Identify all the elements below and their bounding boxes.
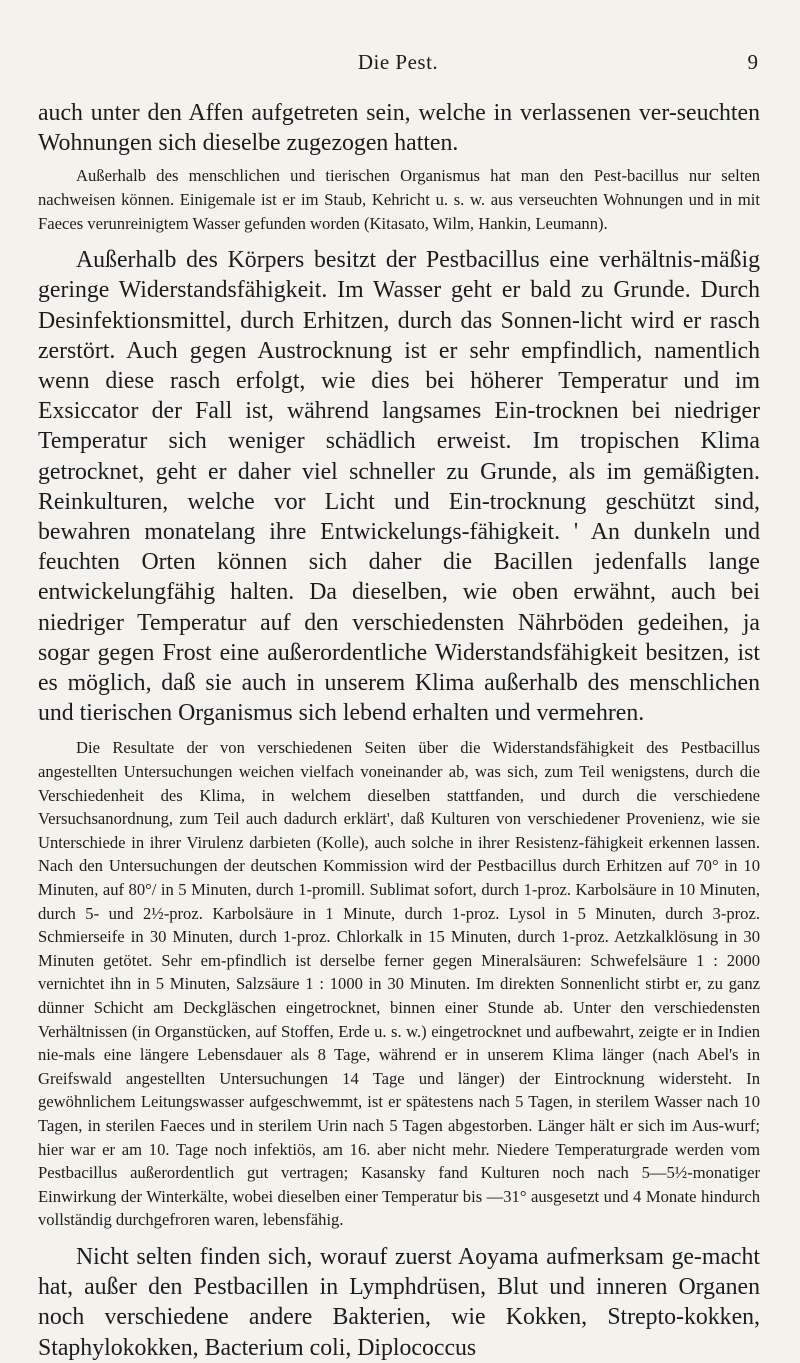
paragraph-small-print-experiments: Die Resultate der von verschiedenen Seiten über die Widerstandsfähigkeit des Pestbacillus angestellten Untersuchungen weichen vielfach voneinander ab, was sich, zum Teil wenigstens, durch die Verschiedenheit des Klima, in welchem dieselben stattfanden, und durch die verschiedene Versuchsanordnung, zum Teil auch dadurch erklärt', daß Kulturen von verschiedener Provenienz, wie sie Unterschiede in ihrer Virulenz darbieten (Kolle), auch solche in ihrer Resistenz-fähigkeit erkennen lassen. Nach den Untersuchungen der deutschen Kommission wird der Pestbacillus durch Erhitzen auf 70° in 10 Minuten, auf 80°/ in 5 Minuten, durch 1-promill. Sublimat sofort, durch 1-proz. Karbolsäure in 10 Minuten, durch 5- und 2½-proz. Karbolsäure in 1 Minute, durch 1-proz. Lysol in 5 Minuten, durch 3-proz. Schmierseife in 30 Minuten, durch 1-proz. Chlorkalk in 15 Minuten, durch 1-proz. Aetzkalklösung in 30 Minuten getötet. Sehr em-pfindlich ist derselbe ferner gegen Mineralsäuren: Schwefelsäure 1 : 2000 vernichtet ihn in 5 Minuten, Salzsäure 1 : 1000 in 30 Minuten. Im direkten Sonnenlicht stirbt er, zu ganz dünner Schicht am Deckgläschen eingetrocknet, binnen einer Stunde ab. Unter den verschiedensten Verhältnissen (in Organstücken, auf Stoffen, Erde u. s. w.) eingetrocknet und aufbewahrt, zeigte er in Indien nie-mals eine längere Lebensdauer als 8 Tage, während er in unserem Klima länger (nach Abel's in Greifswald angestellten Untersuchungen 14 Tage und länger) der Eintrocknung widersteht. In gewöhnlichem Leitungswasser aufgeschwemmt, ist er spätestens nach 5 Tagen, in sterilem Wasser nach 10 Tagen, in sterilen Faeces und in sterilem Urin nach 5 Tagen abgestorben. Länger hält er sich im Aus-wurf; hier war er am 10. Tage noch infektiös, am 16. aber nicht mehr. Niedere Temperaturgrade werden vom Pestbacillus außerordentlich gut vertragen; Kasansky fand Kulturen noch nach 5—5½-monatiger Einwirkung der Winterkälte, wobei dieselben einer Temperatur bis —31° ausgesetzt und 4 Monate hindurch vollständig durchgefroren waren, lebensfähig. — [38, 738, 760, 1230]
paragraph-resistance: Außerhalb des Körpers besitzt der Pestbacillus eine verhältnis-mäßig geringe Widerstandsfähigkeit. Im Wasser geht er bald zu Grunde. Durch Desinfektionsmittel, durch Erhitzen, durch das Sonnen-licht wird er rasch zerstört. Auch gegen Austrocknung ist er sehr empfindlich, namentlich wenn diese rasch erfolgt, wie dies bei höherer Temperatur und im Exsiccator der Fall ist, während langsames Ein-trocknen bei niedriger Temperatur sich weniger schädlich erweist. Im tropischen Klima getrocknet, geht er daher viel schneller zu Grunde, als im gemäßigten. Reinkulturen, welche vor Licht und Ein-trocknung geschützt sind, bewahren monatelang ihre Entwickelungs-fähigkeit. ' An dunkeln und feuchten Orten können sich daher die Bacillen jedenfalls lange entwickelungfähig halten. Da dieselben, wie oben erwähnt, auch bei niedriger Temperatur auf den verschiedensten Nährböden gedeihen, ja sogar gegen Frost eine außerordentliche Widerstandsfähigkeit besitzen, ist es möglich, daß sie auch in unserem Klima außerhalb des menschlichen und tierischen Organismus sich lebend erhalten und vermehren. — [38, 247, 760, 727]
paragraph-small-print-occurrence: Außerhalb des menschlichen und tierischen Organismus hat man den Pest-bacillus nur selten nachweisen können. Einigemale ist er im Staub, Kehricht u. s. w. aus verseuchten Wohnungen und in mit Faeces verunreinigtem Wasser gefunden worden (Kitasato, Wilm, Hankin, Leumann). — [38, 166, 760, 233]
page-number: 9 — [747, 50, 758, 74]
body-text — [38, 98, 760, 1363]
running-head — [38, 50, 758, 80]
paragraph-other-bacteria: Nicht selten finden sich, worauf zuerst Aoyama aufmerksam ge-macht hat, außer den Pestbacillen in Lymphdrüsen, Blut und inneren Organen noch verschiedene andere Bakterien, wie Kokken, Strepto-kokken, Staphylokokken, Bacterium coli, Diplococcus — [38, 1243, 760, 1361]
running-title: Die Pest. — [357, 50, 439, 74]
paragraph-continuation: auch unter den Affen aufgetreten sein, welche in verlassenen ver-seuchten Wohnungen sich dieselbe zugezogen hatten. — [38, 100, 760, 157]
